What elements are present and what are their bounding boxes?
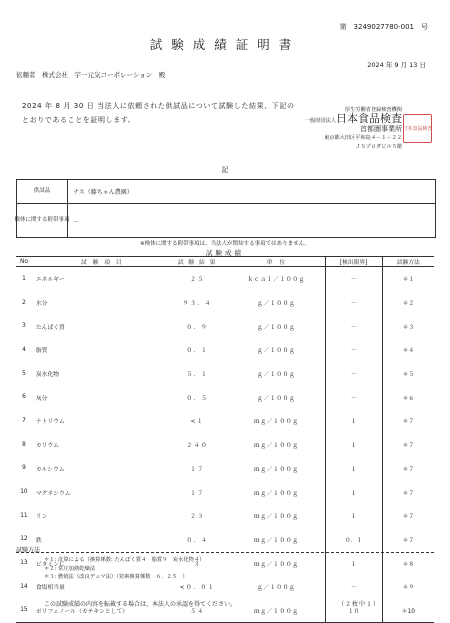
cell-limit: １	[325, 457, 382, 481]
cell-limit: １	[325, 433, 382, 457]
cell-limit: －	[325, 362, 382, 386]
table-row	[16, 362, 434, 386]
cell-no: 12	[20, 536, 28, 543]
cell-no: 8	[22, 441, 26, 448]
table-header-row	[16, 257, 434, 267]
cell-no: 15	[16, 599, 32, 623]
cell-item: リン	[35, 514, 48, 521]
cell-limit: －	[325, 575, 382, 599]
cell-unit: ｍｇ／１００ｇ	[253, 443, 299, 450]
cell-unit: ｍｇ／１００ｇ	[253, 514, 299, 521]
cell-method: ＊７	[382, 433, 434, 457]
certification-line-2: とおりであることを証明します。	[22, 116, 136, 124]
methods-title: 試験方法	[16, 547, 41, 554]
header-unit: 単 位	[228, 257, 325, 267]
cell-no: 3	[22, 323, 26, 330]
cell-limit: －	[325, 291, 382, 315]
cell-result: ０．４	[186, 537, 209, 544]
table-row	[16, 385, 434, 409]
header-result: 試 験 結 果	[167, 257, 228, 267]
cell-result: ５４	[167, 599, 228, 623]
cell-method: ＊10	[382, 599, 434, 623]
official-seal	[403, 114, 432, 143]
footer-note: この試験成績の内容を転載する場合は、本法人の承認を得てください。	[44, 601, 237, 608]
table-row	[16, 457, 434, 481]
table-row	[16, 433, 434, 457]
header-limit: [検出限界]	[325, 257, 382, 267]
table-row	[16, 528, 434, 552]
issuer-name: 日本食品検査	[336, 111, 402, 125]
cell-unit: ｋｃａｌ／１００ｇ	[247, 277, 306, 284]
cell-result: ０．１	[186, 348, 209, 355]
cell-method: ＊７	[382, 528, 434, 552]
cell-no: 5	[22, 370, 26, 377]
cell-no: 14	[20, 583, 28, 590]
page-title: 試験成績証明書	[149, 37, 301, 52]
sample-label: 供試品	[17, 180, 68, 203]
cell-method: ＊７	[382, 504, 434, 528]
cell-limit: １０	[325, 599, 382, 623]
table-row	[16, 480, 434, 504]
cell-item: ポリフェノール（カテキンとして）	[32, 599, 167, 623]
cell-item: ナトリウム	[35, 419, 65, 426]
cell-unit: ｇ／１００ｇ	[257, 395, 296, 402]
cell-item: 灰分	[35, 395, 48, 402]
methods-divider	[16, 552, 434, 553]
cell-unit: ｇ／１００ｇ	[257, 324, 296, 331]
document-number: 第 3249027780-001 号	[339, 23, 428, 31]
cell-unit: ｍｇ／１００ｇ	[228, 599, 325, 623]
table-row	[16, 504, 434, 528]
cell-result: <１	[190, 419, 205, 426]
cell-method: ＊９	[382, 575, 434, 599]
cell-item: カリウム	[35, 443, 59, 450]
cell-unit: ｇ／１００ｇ	[257, 372, 296, 379]
cell-item: カルシウム	[35, 466, 65, 473]
sample-memo-value: －	[73, 219, 80, 226]
sample-note: ※検体に関する附帯事項は、当法人が関知する事項ではありません。	[140, 241, 310, 247]
cell-result: <０．０１	[179, 585, 216, 592]
cell-no: 6	[22, 394, 26, 401]
cell-method: ＊６	[382, 385, 434, 409]
seal-text: 日本食品検査	[402, 125, 433, 132]
cell-no: 4	[22, 346, 26, 353]
cell-method: ＊８	[382, 551, 434, 575]
cell-no: 7	[22, 417, 26, 424]
method-line-3: ＊３: 燃焼法（改良デュマ法）（窒素換算係数 ６．２５ ）	[44, 574, 188, 580]
page-indicator: （２枚中１）	[337, 601, 380, 608]
cell-limit: ０．１	[325, 528, 382, 552]
cell-method: ＊３	[382, 314, 434, 338]
cell-unit: ｇ／１００ｇ	[257, 348, 296, 355]
cell-item: 鉄	[35, 537, 42, 544]
certification-text	[22, 99, 322, 127]
header-item: 試 験 項 目	[32, 257, 167, 267]
cell-unit: ｇ／１００ｇ	[257, 585, 296, 592]
table-row	[16, 291, 434, 315]
sample-memo-label: 検体に関する附帯事項	[17, 204, 68, 237]
cell-result: ２３	[190, 514, 205, 521]
header-method: 試験方法	[382, 257, 434, 267]
cell-method: ＊５	[382, 362, 434, 386]
cell-method: ＊１	[382, 267, 434, 291]
issuer-institute: 首都圏事業所	[360, 125, 402, 134]
cell-limit: －	[325, 267, 382, 291]
cell-method: ＊７	[382, 409, 434, 433]
cell-limit: －	[325, 385, 382, 409]
cell-limit: －	[325, 338, 382, 362]
sample-row	[17, 180, 435, 204]
cell-item: 炭水化物	[35, 372, 60, 379]
issuer-registration: 厚生労働省登録検査機関	[344, 107, 402, 113]
cell-method: ＊７	[382, 480, 434, 504]
cell-method: ＊４	[382, 338, 434, 362]
cell-unit: ｍｇ／１００ｇ	[253, 419, 299, 426]
cell-result: １７	[190, 466, 205, 473]
cell-result: ９３．４	[182, 301, 212, 308]
cell-limit: １	[325, 480, 382, 504]
cell-limit: －	[325, 314, 382, 338]
cell-no: 13	[20, 560, 28, 567]
cell-result: １７	[190, 490, 205, 497]
table-row	[16, 314, 434, 338]
results-title: 試験成績	[206, 249, 244, 257]
cell-unit: ｍｇ／１００ｇ	[253, 537, 299, 544]
issue-date: 2024 年 9 月 13 日	[367, 61, 426, 69]
header-no: No	[16, 257, 32, 267]
cell-unit: ｍｇ／１００ｇ	[253, 490, 299, 497]
cell-limit: １	[325, 551, 382, 575]
cell-result: ５．１	[186, 372, 209, 379]
cell-no: 11	[20, 512, 28, 519]
cell-item: 脂質	[35, 348, 48, 355]
cell-item: マグネシウム	[35, 490, 71, 497]
section-marker: 記	[221, 166, 229, 174]
cell-result: ２５	[190, 277, 205, 284]
cell-unit: ｍｇ／１００ｇ	[253, 466, 299, 473]
cell-unit: ｇ／１００ｇ	[257, 301, 296, 308]
sample-value: ナス（藤ちゃん農園）	[73, 189, 133, 196]
cell-item: たんぱく質	[35, 324, 65, 331]
cell-item: 水分	[35, 301, 48, 308]
cell-result: ０．５	[186, 395, 209, 402]
issuer-address-2: ＪＳプロダビル５階	[355, 143, 402, 150]
cell-item: ビタミンＣ	[35, 561, 65, 568]
cell-result: ０．９	[186, 324, 209, 331]
cell-no: 9	[22, 465, 26, 472]
cell-item: 食塩相当量	[35, 585, 65, 592]
issuer-address-1: 東京都大田区平和島４－１－２２	[324, 135, 402, 142]
cell-result: ２４０	[186, 443, 209, 450]
issuer-block	[305, 106, 402, 152]
table-row	[16, 409, 434, 433]
cell-no: 1	[22, 275, 26, 282]
method-line-1: ＊１: 計算による（換算係数: たんぱく質４ 脂質９ 炭水化物４）	[44, 557, 205, 563]
cell-result: ３	[193, 561, 202, 568]
table-row	[16, 267, 434, 291]
methods-list	[44, 556, 205, 582]
issuer-prefix: 一般財団法人	[304, 117, 336, 124]
cell-no: 10	[20, 489, 28, 496]
cell-item: エネルギー	[35, 277, 65, 284]
cell-method: ＊２	[382, 291, 434, 315]
cell-unit: ｍｇ／１００ｇ	[253, 561, 299, 568]
client-name: 依頼者 株式会社 宇一元気コーポレーション 殿	[16, 71, 166, 79]
cell-method: ＊７	[382, 457, 434, 481]
cell-limit: １	[325, 409, 382, 433]
method-line-2: ＊２: 常圧加熱乾燥法	[44, 565, 96, 572]
certification-line-1: 2024 年 8 月 30 日 当法人に依頼された供試品について試験した結果、下記の	[22, 102, 295, 110]
table-row	[16, 338, 434, 362]
cell-no: 2	[22, 299, 26, 306]
sample-info-box	[16, 179, 436, 238]
cell-limit: １	[325, 504, 382, 528]
